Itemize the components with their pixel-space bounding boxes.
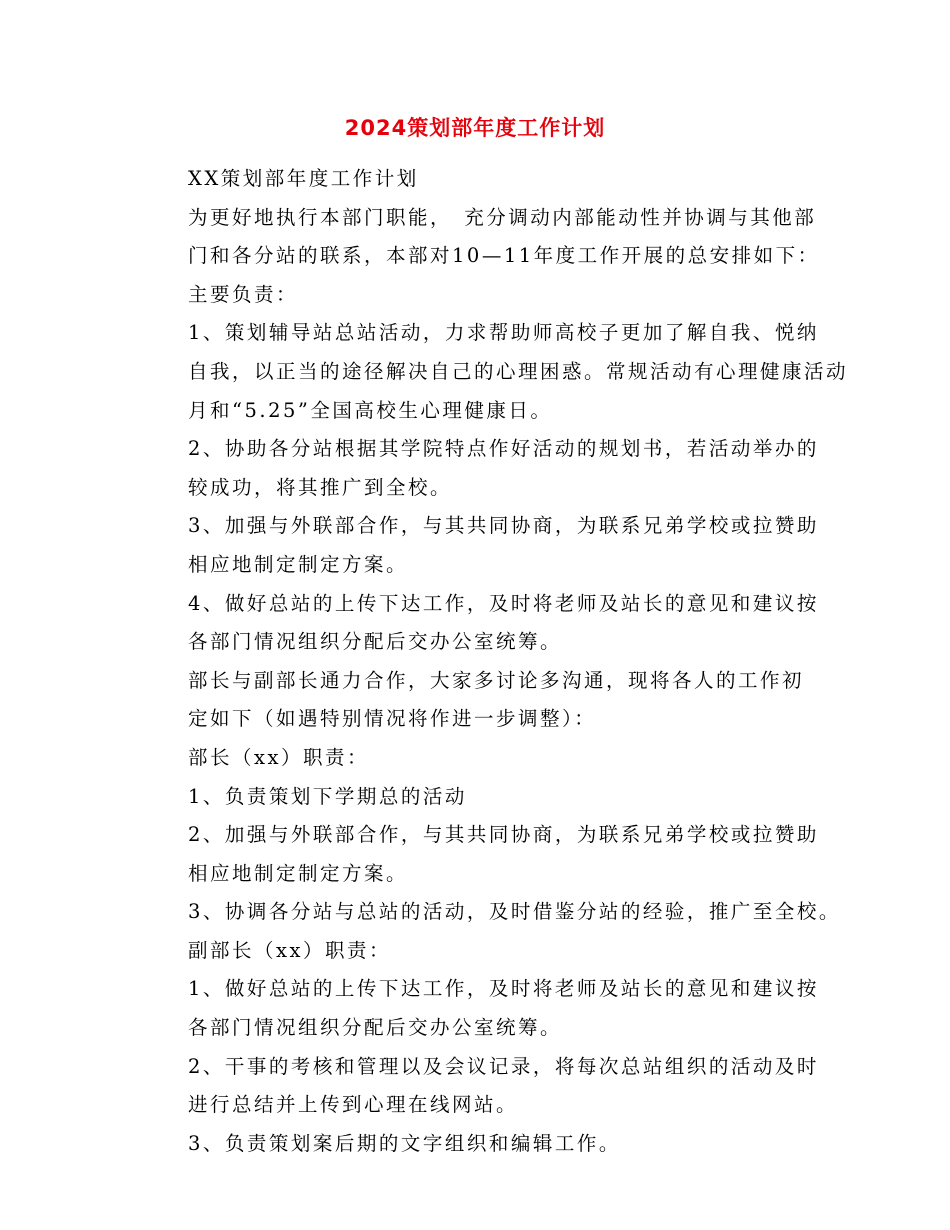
paragraph (142, 970, 817, 1047)
paragraph-line: 相应地制定制定方案。 (188, 552, 409, 576)
paragraph-line: 月和“5.25”全国高校生心理健康日。 (188, 398, 553, 422)
paragraph (142, 314, 849, 430)
paragraph-line: 自我，以正当的途径解决自己的心理困惑。常规活动有心理健康活动 (188, 359, 849, 383)
paragraph (142, 932, 817, 971)
paragraph-line: 1、策划辅导站总站活动，力求帮助师高校子更加了解自我、悦纳 (188, 321, 819, 345)
paragraph (142, 816, 817, 893)
paragraph-line: 门和各分站的联系，本部对10—11年度工作开展的总安排如下： (188, 244, 820, 268)
paragraph-line: 为更好地执行本部门职能， 充分调动内部能动性并协调与其他部 (188, 205, 817, 229)
paragraph-line: XX策划部年度工作计划 (188, 167, 419, 190)
paragraph-line: 主要负责： (188, 282, 299, 306)
paragraph-line: 2、干事的考核和管理以及会议记录，将每次总站组织的活动及时 (188, 1054, 819, 1078)
paragraph (142, 430, 817, 507)
paragraph (142, 1048, 817, 1125)
paragraph (142, 160, 817, 199)
paragraph (142, 1125, 817, 1164)
paragraph (142, 739, 817, 778)
paragraph-line: 3、协调各分站与总站的活动，及时借鉴分站的经验，推广至全校。 (188, 900, 841, 924)
paragraph-line: 3、加强与外联部合作，与其共同协商，为联系兄弟学校或拉赞助 (188, 514, 819, 538)
paragraph-line: 较成功，将其推广到全校。 (188, 475, 453, 499)
paragraph-line: 2、协助各分站根据其学院特点作好活动的规划书，若活动举办的 (188, 437, 819, 461)
paragraph (142, 662, 817, 739)
document-body (142, 160, 849, 1163)
paragraph (142, 276, 817, 315)
paragraph-line: 相应地制定制定方案。 (188, 861, 409, 885)
paragraph-line: 3、负责策划案后期的文字组织和编辑工作。 (188, 1131, 621, 1155)
paragraph-line: 定如下（如遇特别情况将作进一步调整）： (188, 707, 597, 731)
paragraph-line: 部长（xx）职责： (188, 745, 369, 769)
paragraph (142, 893, 841, 932)
paragraph-line: 2、加强与外联部合作，与其共同协商，为联系兄弟学校或拉赞助 (188, 823, 819, 847)
paragraph (142, 778, 817, 817)
paragraph-line: 4、做好总站的上传下达工作，及时将老师及站长的意见和建议按 (188, 591, 819, 615)
paragraph (142, 199, 820, 276)
paragraph-line: 副部长（xx）职责： (188, 938, 391, 962)
paragraph-line: 各部门情况组织分配后交办公室统筹。 (188, 630, 563, 654)
paragraph (142, 507, 817, 584)
paragraph-line: 进行总结并上传到心理在线网站。 (188, 1093, 519, 1117)
paragraph-line: 部长与副部长通力合作，大家多讨论多沟通，现将各人的工作初 (188, 668, 805, 692)
document-title: 2024策划部年度工作计划 (344, 116, 606, 140)
paragraph-line: 1、负责策划下学期总的活动 (188, 784, 467, 808)
paragraph-line: 1、做好总站的上传下达工作，及时将老师及站长的意见和建议按 (188, 977, 819, 1001)
paragraph-line: 各部门情况组织分配后交办公室统筹。 (188, 1016, 563, 1040)
paragraph (142, 585, 817, 662)
